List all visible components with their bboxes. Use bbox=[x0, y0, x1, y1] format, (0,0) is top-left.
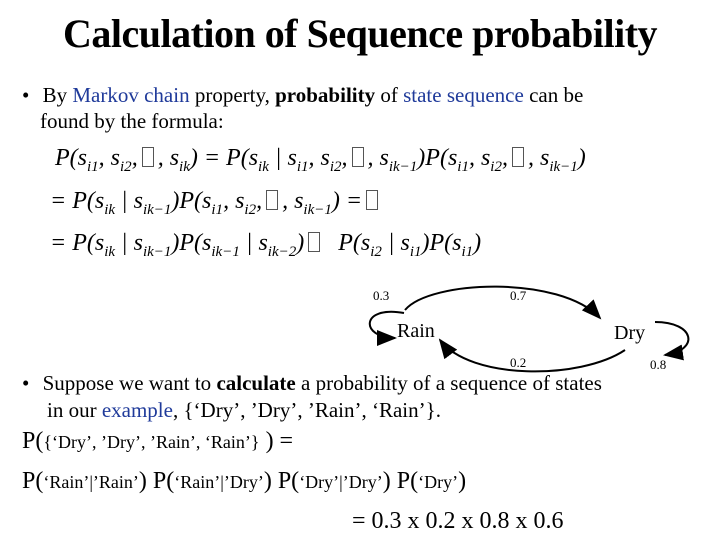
formula-sub: i1 bbox=[409, 244, 422, 260]
markov-chain-term: Markov chain bbox=[72, 83, 190, 107]
calc-text: P( bbox=[22, 428, 44, 454]
probability-term: probability bbox=[275, 83, 376, 107]
bullet-1-text-a: By bbox=[42, 83, 73, 107]
example-term: example bbox=[101, 398, 173, 422]
formula-sub: ik bbox=[104, 244, 116, 260]
prob-rain-rain: 0.3 bbox=[373, 288, 390, 303]
formula-text: | s bbox=[381, 230, 410, 256]
calc-text: ) P( bbox=[263, 468, 300, 494]
formula-sub: ik bbox=[179, 159, 190, 175]
formula-text: ) bbox=[473, 230, 482, 256]
formula-text: = P(s bbox=[50, 230, 105, 256]
formula-sub: ik−1 bbox=[549, 159, 578, 175]
calc-text: P( bbox=[22, 468, 44, 494]
calc-term: ‘Dry’ bbox=[418, 472, 459, 492]
formula-text: | s bbox=[115, 230, 143, 256]
formula-text: ) bbox=[577, 145, 586, 171]
bullet-2-line-2 bbox=[47, 397, 441, 423]
bullet-marker: • bbox=[22, 371, 30, 395]
formula-text: = P(s bbox=[50, 188, 105, 214]
formula-text: , bbox=[341, 145, 348, 171]
bullet-2-text-b: a probability of a sequence of states bbox=[295, 371, 602, 395]
calc-term: ‘Rain’|’Dry’ bbox=[174, 472, 264, 492]
calc-sequence: {‘Dry’, ’Dry’, ’Rain’, ‘Rain’} bbox=[43, 432, 260, 452]
bullet-1-line-2: found by the formula: bbox=[40, 109, 224, 133]
calc-term: ‘Dry’|’Dry’ bbox=[299, 472, 383, 492]
formula-text: P(s bbox=[338, 230, 371, 256]
calc-line-1 bbox=[22, 428, 293, 455]
formula-sub: i1 bbox=[461, 244, 474, 260]
calc-line-2 bbox=[22, 468, 466, 495]
formula-text: P(s bbox=[55, 145, 87, 171]
formula-text: , s bbox=[157, 145, 180, 171]
formula-sub: i2 bbox=[370, 244, 382, 260]
dry-self-loop bbox=[655, 322, 688, 355]
formula-text: , s bbox=[223, 188, 245, 214]
formula-text: , s bbox=[527, 145, 550, 171]
formula-sub: i1 bbox=[457, 159, 469, 175]
formula-sub: i1 bbox=[211, 202, 224, 218]
rain-to-dry-arrow bbox=[405, 287, 600, 318]
dry-to-rain-arrow bbox=[440, 340, 625, 371]
formula-sub: ik−1 bbox=[388, 159, 418, 175]
formula-text: , s bbox=[367, 145, 389, 171]
formula-text: , bbox=[131, 145, 138, 171]
formula-text: , bbox=[501, 145, 508, 171]
formula-text: | s bbox=[239, 230, 268, 256]
formula-text: | s bbox=[115, 188, 143, 214]
bullet-marker: • bbox=[22, 83, 30, 107]
bullet-2-text-c: in our bbox=[47, 398, 102, 422]
formula-sub: i2 bbox=[120, 159, 132, 175]
bullet-2 bbox=[22, 370, 602, 396]
bullet-2-text-d: , {‘Dry’, ’Dry’, ’Rain’, ‘Rain’}. bbox=[172, 398, 441, 422]
formula-text: , s bbox=[282, 188, 304, 214]
calc-result: = 0.3 x 0.2 x 0.8 x 0.6 bbox=[352, 508, 564, 534]
bullet-1-text-c: of bbox=[375, 83, 404, 107]
bullet-1-text-b: property, bbox=[189, 83, 276, 107]
formula-sub: i2 bbox=[490, 159, 502, 175]
formula-text: )P(s bbox=[417, 145, 458, 171]
bullet-2-text-a: Suppose we want to bbox=[42, 371, 217, 395]
formula-text: , bbox=[256, 188, 263, 214]
prob-rain-dry: 0.7 bbox=[510, 288, 527, 303]
calc-text: ) = bbox=[259, 428, 294, 454]
calculate-term: calculate bbox=[216, 371, 296, 395]
state-sequence-term: state sequence bbox=[403, 83, 524, 107]
formula-text: ) = bbox=[331, 188, 363, 214]
formula-sub: ik−1 bbox=[142, 244, 172, 260]
formula-text: )P(s bbox=[171, 230, 212, 256]
formula-sub: ik−2 bbox=[267, 244, 297, 260]
calc-term: ‘Rain’|’Rain’ bbox=[43, 472, 139, 492]
formula-text: ) bbox=[296, 230, 305, 256]
formula-sub: i2 bbox=[244, 202, 257, 218]
formula-sub: i2 bbox=[329, 159, 342, 175]
formula-text: )P(s bbox=[421, 230, 462, 256]
slide-title: Calculation of Sequence probability bbox=[62, 11, 658, 56]
formula-text: )P(s bbox=[171, 188, 212, 214]
formula-sub: ik−1 bbox=[211, 244, 240, 260]
calc-text: ) P( bbox=[382, 468, 419, 494]
formula-text: , s bbox=[308, 145, 330, 171]
formula-sub: i1 bbox=[87, 159, 99, 175]
formula-sub: ik−1 bbox=[303, 202, 332, 218]
prob-dry-dry: 0.8 bbox=[650, 357, 667, 372]
formula-text: , s bbox=[468, 145, 491, 171]
formula-text: , s bbox=[98, 145, 121, 171]
formula-sub: i1 bbox=[296, 159, 309, 175]
formula-sub: ik bbox=[104, 202, 116, 218]
formula-sub: ik bbox=[258, 159, 269, 175]
state-rain: Rain bbox=[397, 320, 435, 342]
calc-text: ) P( bbox=[138, 468, 175, 494]
prob-dry-rain: 0.2 bbox=[510, 355, 527, 370]
state-dry: Dry bbox=[614, 322, 646, 344]
calc-text: ) bbox=[458, 468, 467, 494]
bullet-1-text-d: can be bbox=[523, 83, 584, 107]
formula-text: | s bbox=[268, 145, 297, 171]
formula-text: ) = P(s bbox=[189, 145, 259, 171]
formula-sub: ik−1 bbox=[142, 202, 172, 218]
